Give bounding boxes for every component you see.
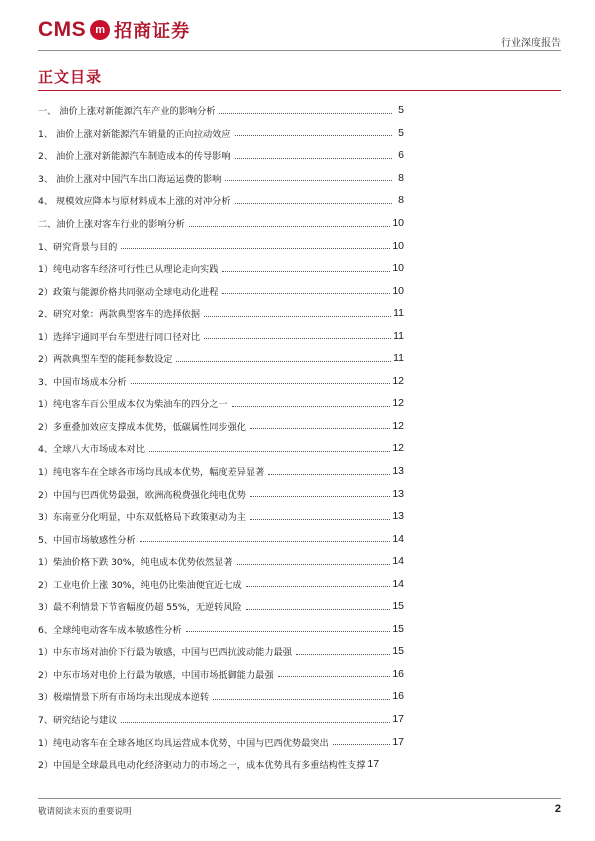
toc-leader-dots <box>213 699 390 700</box>
toc-leader-dots <box>186 631 391 632</box>
toc-leader-dots <box>250 496 390 497</box>
toc-entry[interactable] <box>38 730 404 753</box>
toc-entry-page: 10 <box>392 239 404 252</box>
toc-entry-text: 2）中国是全球最具电动化经济驱动力的市场之一，成本优势具有多重结构性支撑 <box>38 757 367 771</box>
toc-entry-page: 14 <box>392 532 404 545</box>
toc-leader-dots <box>268 474 390 475</box>
toc-entry-text: 2）中国与巴西优势最强，欧洲高税费强化纯电优势 <box>38 487 248 501</box>
toc-entry-page: 16 <box>392 667 404 680</box>
toc-entry-page: 6 <box>398 149 404 162</box>
toc-title: 正文目录 <box>38 68 103 86</box>
toc-leader-dots <box>204 338 391 339</box>
toc-entry-text: 7、研究结论与建议 <box>38 712 119 726</box>
toc-leader-dots <box>278 676 391 677</box>
logo-emblem-icon: m <box>90 20 110 40</box>
toc-entry-text: 一、 油价上涨对新能源汽车产业的影响分析 <box>38 103 217 117</box>
table-of-contents <box>38 99 404 775</box>
toc-entry-page: 11 <box>393 352 404 365</box>
page-number: 2 <box>554 803 561 815</box>
toc-entry-text: 3）极端情景下所有市场均未出现成本逆转 <box>38 689 211 703</box>
toc-entry-text: 3）东南亚分化明显，中东双低格局下政策驱动为主 <box>38 509 248 523</box>
toc-leader-dots <box>296 654 390 655</box>
toc-leader-dots <box>189 226 390 227</box>
toc-entry[interactable] <box>38 618 404 641</box>
toc-leader-dots <box>333 744 391 745</box>
toc-leader-dots <box>131 383 391 384</box>
toc-entry[interactable] <box>38 753 404 776</box>
toc-entry[interactable] <box>38 167 404 190</box>
toc-entry[interactable] <box>38 234 404 257</box>
toc-entry-page: 10 <box>392 284 404 297</box>
toc-entry-page: 5 <box>398 104 404 117</box>
toc-leader-dots <box>121 722 390 723</box>
toc-entry-page: 15 <box>392 622 404 635</box>
toc-entry-page: 13 <box>392 465 404 478</box>
toc-entry[interactable] <box>38 437 404 460</box>
toc-entry-text: 2）工业电价上涨 30%，纯电仍比柴油便宜近七成 <box>38 577 244 591</box>
toc-leader-dots <box>237 564 391 565</box>
toc-leader-dots <box>250 519 390 520</box>
logo-cms-text: CMS <box>38 18 87 41</box>
toc-leader-dots <box>235 203 392 204</box>
toc-entry[interactable] <box>38 482 404 505</box>
toc-leader-dots <box>225 180 392 181</box>
company-logo <box>38 17 190 43</box>
toc-entry[interactable] <box>38 99 404 122</box>
toc-entry-text: 二、油价上涨对客车行业的影响分析 <box>38 216 187 230</box>
toc-entry[interactable] <box>38 595 404 618</box>
toc-leader-dots <box>232 406 391 407</box>
toc-entry-text: 1）纯电动客车经济可行性已从理论走向实践 <box>38 261 220 275</box>
toc-entry-page: 10 <box>392 262 404 275</box>
toc-entry-page: 13 <box>392 510 404 523</box>
toc-entry-text: 1）选择宇通同平台车型进行同口径对比 <box>38 329 202 343</box>
toc-entry-text: 2）政策与能源价格共同驱动全球电动化进程 <box>38 284 220 298</box>
toc-leader-dots <box>235 158 392 159</box>
toc-entry-text: 4、 规模效应降本与原材料成本上涨的对冲分析 <box>38 193 233 207</box>
toc-entry-text: 1）柴油价格下跌 30%，纯电成本优势依然显著 <box>38 554 235 568</box>
toc-entry-text: 1、研究背景与目的 <box>38 239 119 253</box>
toc-entry-page: 13 <box>392 487 404 500</box>
toc-entry-text: 1）纯电客车在全球各市场均具成本优势，幅度差异显著 <box>38 464 266 478</box>
toc-entry-text: 5、中国市场敏感性分析 <box>38 532 138 546</box>
toc-title-divider <box>38 90 561 91</box>
toc-entry-page: 12 <box>392 397 404 410</box>
toc-entry[interactable] <box>38 122 404 145</box>
toc-leader-dots <box>246 586 391 587</box>
toc-entry-text: 3）最不利情景下节省幅度仍超 55%，无逆转风险 <box>38 599 244 613</box>
toc-entry[interactable] <box>38 685 404 708</box>
toc-entry-page: 12 <box>392 374 404 387</box>
toc-entry-text: 3、 油价上涨对中国汽车出口海运运费的影响 <box>38 171 223 185</box>
toc-entry[interactable] <box>38 640 404 663</box>
toc-entry-text: 2）多重叠加效应支撑成本优势，低碳属性同步强化 <box>38 419 248 433</box>
toc-entry-page: 11 <box>393 329 404 342</box>
toc-leader-dots <box>250 428 390 429</box>
toc-entry-text: 2）两款典型车型的能耗参数设定 <box>38 351 174 365</box>
toc-leader-dots <box>246 609 391 610</box>
toc-entry[interactable] <box>38 279 404 302</box>
toc-entry[interactable] <box>38 505 404 528</box>
toc-entry-page: 17 <box>367 758 380 771</box>
toc-leader-dots <box>121 248 390 249</box>
toc-leader-dots <box>149 451 390 452</box>
toc-entry-page: 17 <box>392 713 404 726</box>
toc-entry-text: 2、研究对象：两款典型客车的选择依据 <box>38 306 202 320</box>
toc-entry[interactable] <box>38 550 404 573</box>
toc-entry-page: 15 <box>392 600 404 613</box>
footer-divider <box>38 798 561 799</box>
toc-entry-page: 17 <box>392 735 404 748</box>
toc-entry[interactable] <box>38 460 404 483</box>
toc-entry[interactable] <box>38 392 404 415</box>
toc-entry-page: 14 <box>392 555 404 568</box>
toc-entry-text: 1、 油价上涨对新能源汽车销量的正向拉动效应 <box>38 126 233 140</box>
toc-entry[interactable] <box>38 347 404 370</box>
toc-entry[interactable] <box>38 212 404 235</box>
toc-entry-page: 8 <box>398 194 404 207</box>
toc-entry[interactable] <box>38 302 404 325</box>
toc-leader-dots <box>204 316 391 317</box>
toc-entry[interactable] <box>38 257 404 280</box>
toc-entry[interactable] <box>38 572 404 595</box>
toc-entry[interactable] <box>38 324 404 347</box>
toc-entry-page: 8 <box>398 171 404 184</box>
toc-leader-dots <box>222 293 390 294</box>
toc-entry[interactable] <box>38 370 404 393</box>
toc-entry[interactable] <box>38 144 404 167</box>
toc-entry[interactable] <box>38 415 404 438</box>
toc-entry-page: 16 <box>392 690 404 703</box>
toc-entry-page: 12 <box>392 419 404 432</box>
page-header <box>0 0 595 50</box>
toc-entry-page: 5 <box>398 126 404 139</box>
toc-entry-text: 1）纯电客车百公里成本仅为柴油车的四分之一 <box>38 396 230 410</box>
logo-chinese-name: 招商证券 <box>114 21 191 42</box>
toc-leader-dots <box>176 361 391 362</box>
toc-entry[interactable] <box>38 189 404 212</box>
toc-entry-text: 6、全球纯电动客车成本敏感性分析 <box>38 622 184 636</box>
toc-entry-text: 3、中国市场成本分析 <box>38 374 129 388</box>
toc-entry-page: 10 <box>392 217 404 229</box>
toc-entry-text: 1）纯电动客车在全球各地区均具运营成本优势，中国与巴西优势最突出 <box>38 735 331 749</box>
toc-entry[interactable] <box>38 663 404 686</box>
header-divider <box>38 50 561 51</box>
toc-entry-page: 15 <box>392 645 404 658</box>
toc-entry-page: 12 <box>392 442 404 455</box>
toc-entry-text: 1）中东市场对油价下行最为敏感，中国与巴西抗波动能力最强 <box>38 644 294 658</box>
toc-entry-text: 2、 油价上涨对新能源汽车制造成本的传导影响 <box>38 148 233 162</box>
toc-leader-dots <box>219 113 392 114</box>
toc-entry[interactable] <box>38 527 404 550</box>
toc-entry-page: 11 <box>393 307 404 320</box>
toc-leader-dots <box>140 541 391 542</box>
toc-entry[interactable] <box>38 708 404 731</box>
footer-disclaimer: 敬请阅读末页的重要说明 <box>38 807 132 817</box>
report-type-label: 行业深度报告 <box>501 38 561 49</box>
toc-leader-dots <box>222 271 390 272</box>
toc-entry-text: 2）中东市场对电价上行最为敏感，中国市场抵御能力最强 <box>38 667 276 681</box>
toc-entry-text: 4、全球八大市场成本对比 <box>38 441 147 455</box>
toc-entry-page: 14 <box>392 577 404 590</box>
toc-leader-dots <box>235 135 392 136</box>
